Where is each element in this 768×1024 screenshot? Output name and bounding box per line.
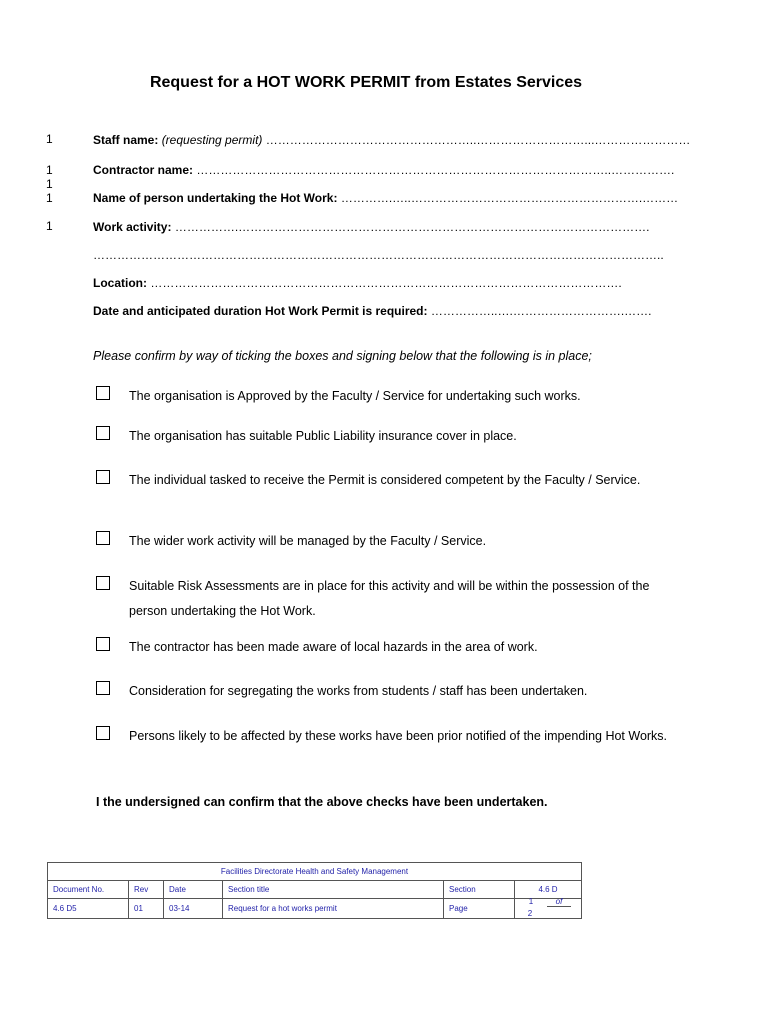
staff-name-field[interactable] (93, 133, 690, 147)
checklist-item: The organisation has suitable Public Liability insurance cover in place. (129, 429, 517, 443)
checklist-item: The wider work activity will be managed by the Faculty / Service. (129, 534, 487, 548)
confirmation-statement: I the undersigned can confirm that the above checks have been undertaken. (96, 795, 548, 809)
field-number: 1 (46, 191, 53, 205)
work-activity-continuation[interactable] (93, 248, 664, 262)
contractor-name-blank: …………………………………………………………………………………………..……………. (196, 163, 675, 177)
issue-date: 03-14 (164, 899, 223, 919)
hot-work-person-label: Name of person undertaking the Hot Work: (93, 191, 338, 205)
checkbox[interactable] (96, 426, 110, 440)
header-section: Section (444, 881, 515, 899)
page-count (515, 899, 582, 919)
checklist-item: The organisation is Approved by the Faculty / Service for undertaking such works. (129, 389, 581, 403)
checkbox[interactable] (96, 470, 110, 484)
checkbox[interactable] (96, 681, 110, 695)
header-section-title: Section title (223, 881, 444, 899)
revision: 01 (129, 899, 164, 919)
date-duration-blank: ……………..….……………………….……. (430, 304, 652, 318)
checkbox[interactable] (96, 531, 110, 545)
checklist-item: Persons likely to be affected by these works have been prior notified of the impending Hot Works. (129, 729, 668, 743)
page-label: Page (444, 899, 515, 919)
header-rev: Rev (129, 881, 164, 899)
page-of: of (547, 897, 571, 907)
checkbox[interactable] (96, 637, 110, 651)
contractor-name-label: Contractor name: (93, 163, 194, 177)
header-date: Date (164, 881, 223, 899)
checkbox[interactable] (96, 386, 110, 400)
page-total: 2 (527, 909, 533, 918)
date-duration-label: Date and anticipated duration Hot Work Permit is required: (93, 304, 428, 318)
staff-name-label: Staff name: (93, 133, 159, 147)
field-number: 1 (46, 219, 53, 233)
footer-heading: Facilities Directorate Health and Safety Management (48, 863, 582, 881)
staff-name-blank: ……………………………………………..………………………...…………………… (265, 133, 691, 147)
hot-work-person-blank: ………….…..………………………………………………….……… (340, 191, 679, 205)
document-control-table (47, 862, 582, 919)
instructions-text: Please confirm by way of ticking the boxes and signing below that the following is in place; (93, 349, 592, 363)
header-document-no: Document No. (48, 881, 129, 899)
section-title: Request for a hot works permit (223, 899, 444, 919)
section-number: 4.6 D (515, 881, 582, 899)
date-duration-field[interactable] (93, 304, 652, 318)
document-number: 4.6 D5 (48, 899, 129, 919)
staff-name-hint: (requesting permit) (161, 133, 263, 147)
work-activity-blank: …………….…………………………………………………………………………………………. (174, 220, 650, 234)
checkbox[interactable] (96, 726, 110, 740)
work-activity-blank-2: …………………………………………………………………………………………………………………………….. (93, 248, 664, 262)
checklist-item: The contractor has been made aware of local hazards in the area of work. (129, 640, 538, 654)
checklist-item: The individual tasked to receive the Permit is considered competent by the Faculty / Service. (129, 473, 641, 487)
checklist-item: Suitable Risk Assessments are in place for this activity and will be within the possession of the person undertaking the Hot Work. (129, 579, 650, 618)
location-blank: ………………………………………………………………………………………………………. (150, 276, 622, 290)
checklist-item: Consideration for segregating the works from students / staff has been undertaken. (129, 684, 588, 698)
page-number: 1 (528, 897, 534, 906)
work-activity-label: Work activity: (93, 220, 172, 234)
location-field[interactable] (93, 276, 622, 290)
page-title: Request for a HOT WORK PERMIT from Estates Services (149, 74, 583, 91)
contractor-name-field[interactable] (93, 163, 674, 177)
field-number: 1 (46, 163, 53, 177)
location-label: Location: (93, 276, 147, 290)
work-activity-field[interactable] (93, 220, 649, 234)
field-number: 1 (46, 132, 53, 146)
hot-work-person-field[interactable] (93, 191, 678, 205)
field-number: 1 (46, 177, 53, 191)
checkbox[interactable] (96, 576, 110, 590)
